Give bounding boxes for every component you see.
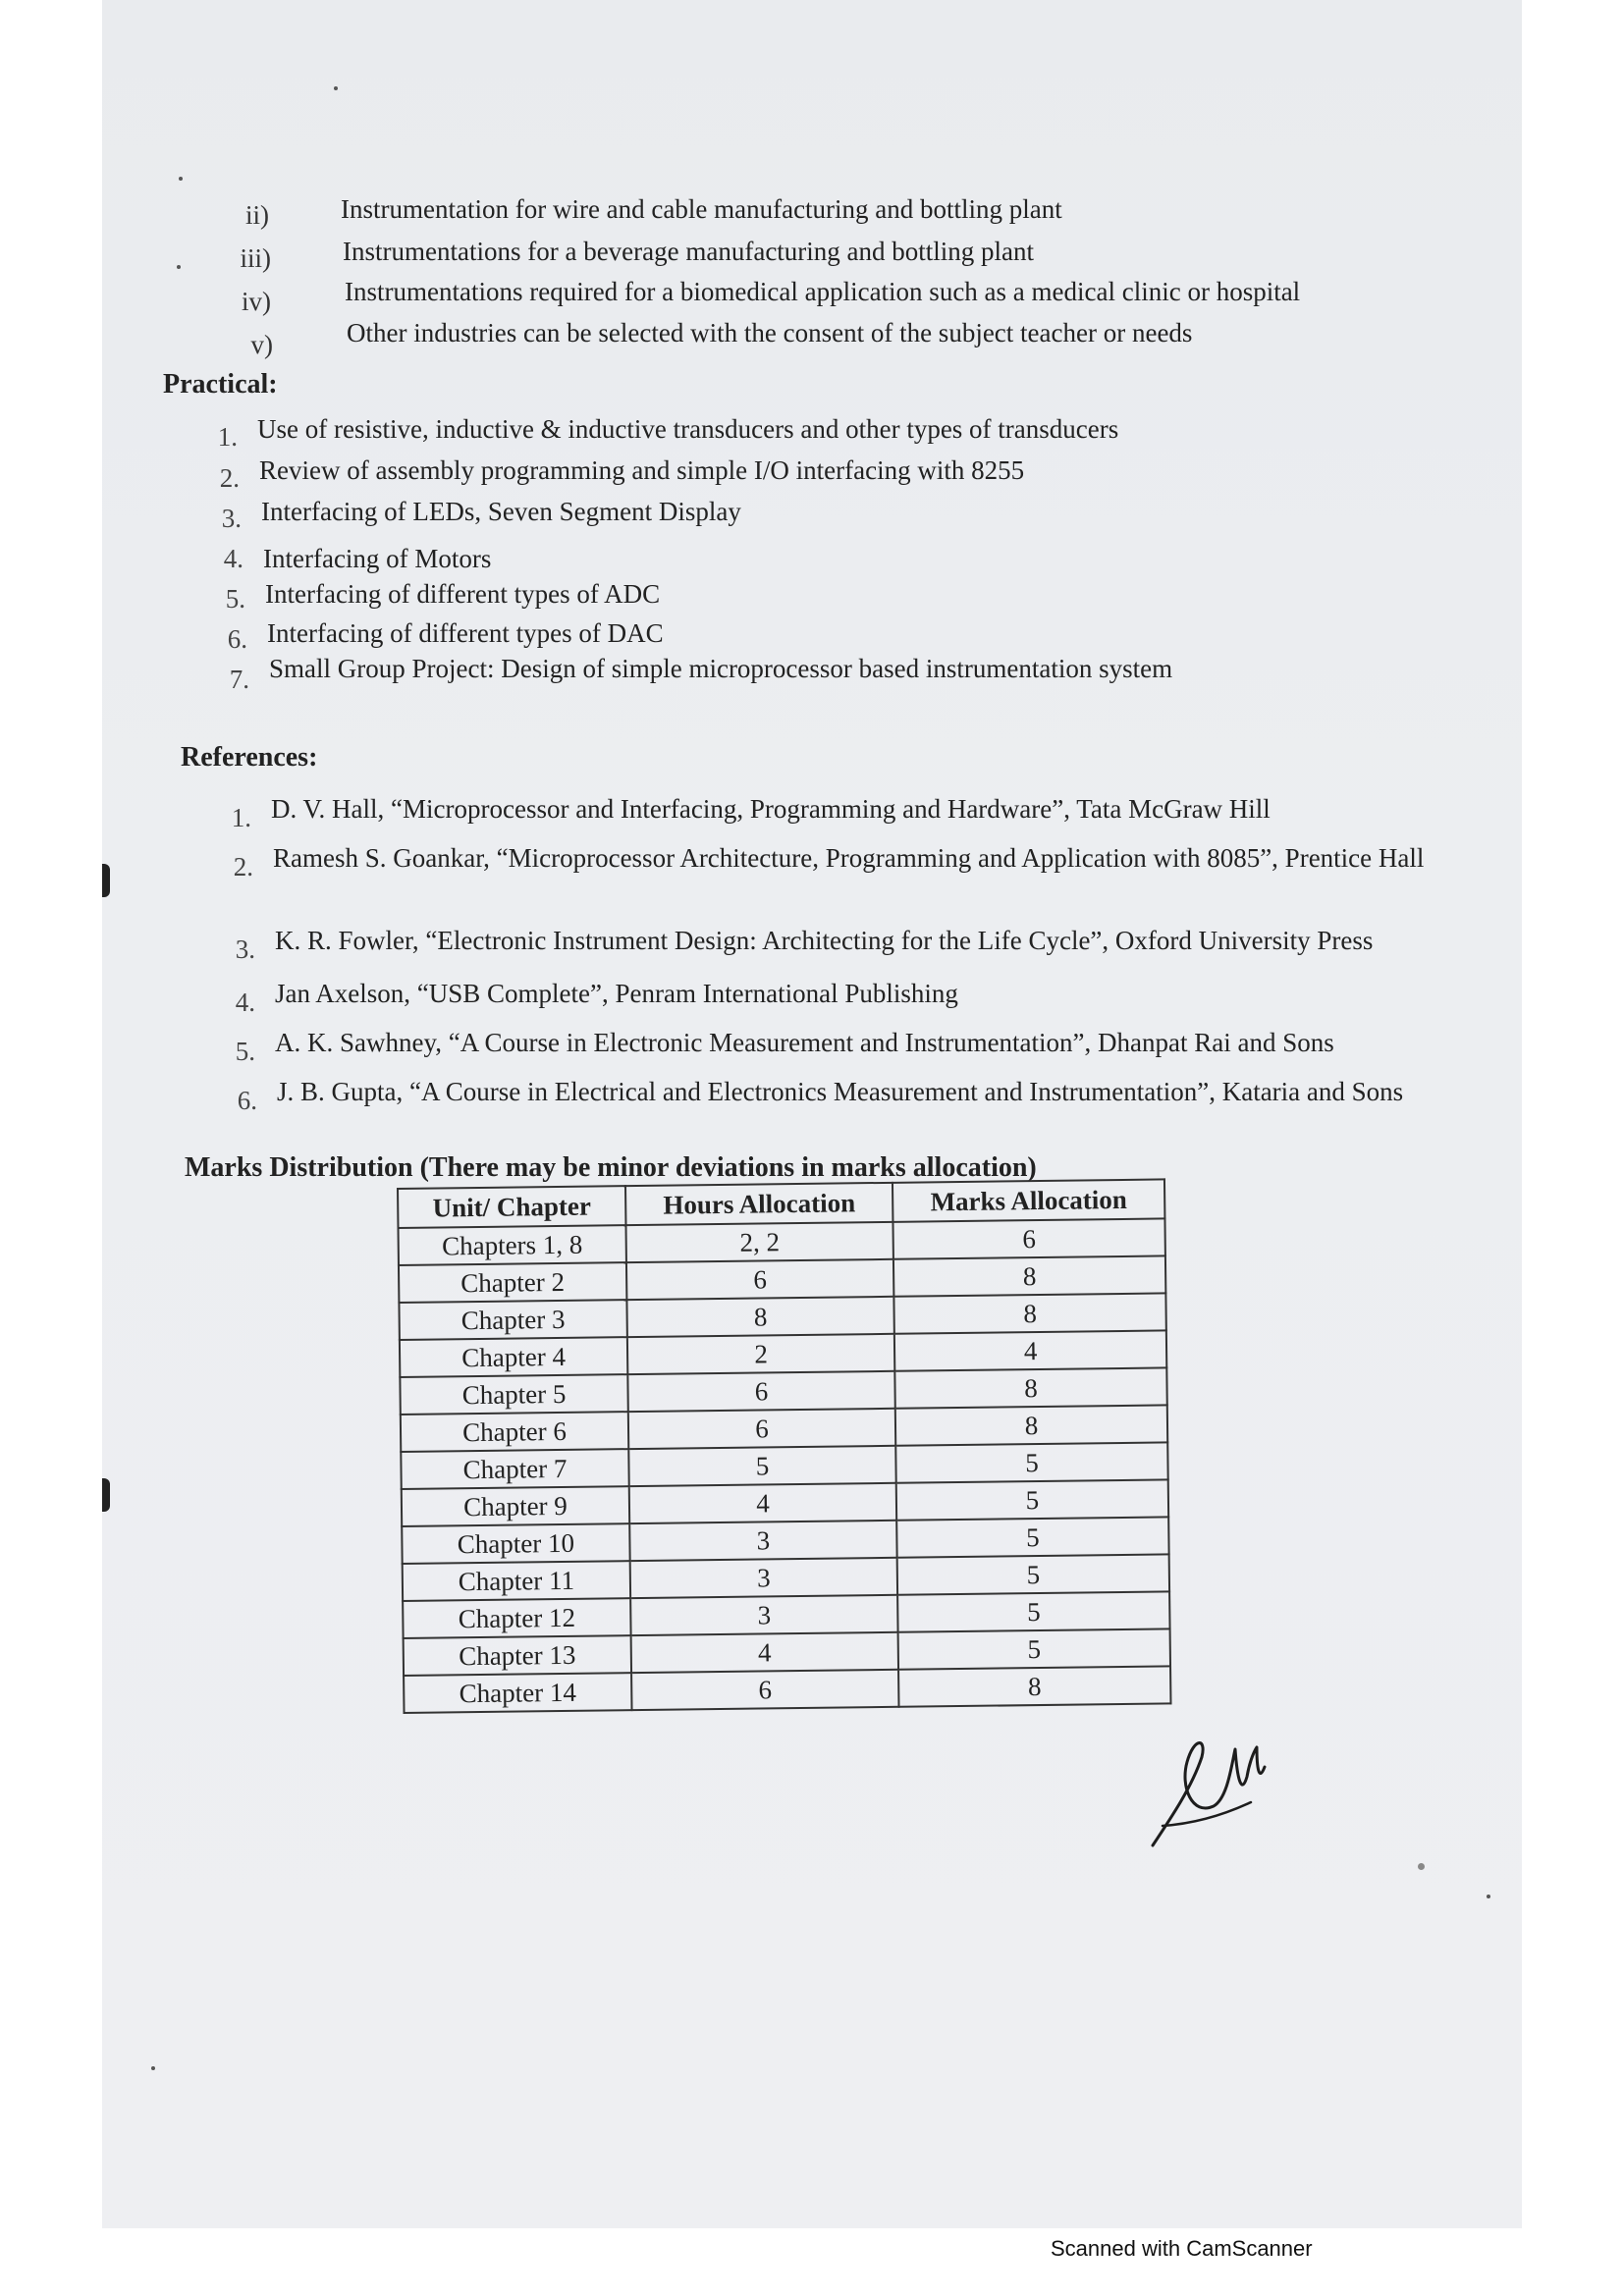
cell-hours: 3 [630, 1558, 897, 1598]
list-item-text: K. R. Fowler, “Electronic Instrument Design: Architecting for the Life Cycle”, Oxford University Press [275, 926, 1374, 955]
list-item-text: D. V. Hall, “Microprocessor and Interfacing, Programming and Hardware”, Tata McGraw Hill [271, 794, 1271, 824]
cell-hours: 2, 2 [625, 1222, 893, 1262]
cell-unit: Chapter 6 [401, 1412, 628, 1452]
cell-unit: Chapter 13 [404, 1635, 631, 1676]
cell-marks: 8 [894, 1367, 1166, 1408]
list-item-number: 2. [219, 463, 240, 493]
cell-unit: Chapter 3 [399, 1300, 626, 1340]
references-heading: References: [181, 742, 318, 773]
list-item-text: Small Group Project: Design of simple microprocessor based instrumentation system [269, 654, 1173, 683]
table-row [404, 1666, 1170, 1713]
list-item-text: Use of resistive, inductive & inductive transducers and other types of transducers [257, 414, 1119, 444]
list-item-marker: ii) [245, 200, 269, 230]
scan-edge-mark [102, 864, 110, 897]
cell-marks: 8 [893, 1293, 1165, 1333]
scan-speck [151, 2066, 155, 2070]
cell-marks: 6 [893, 1218, 1164, 1258]
scan-speck [179, 177, 183, 181]
scan-speck [1418, 1863, 1425, 1870]
list-item-text: Ramesh S. Goankar, “Microprocessor Architecture, Programming and Application with 8085”, Prentice Hall [273, 843, 1425, 873]
list-item-marker: iv) [242, 287, 271, 316]
list-item-number: 1. [217, 422, 238, 452]
marks-distribution-heading: Marks Distribution (There may be minor deviations in marks allocation) [185, 1152, 1037, 1183]
cell-hours: 5 [628, 1446, 895, 1486]
list-item-marker: v) [250, 330, 273, 359]
cell-hours: 6 [626, 1259, 893, 1300]
cell-marks: 5 [895, 1442, 1167, 1482]
cell-marks: 5 [897, 1554, 1169, 1594]
cell-unit: Chapter 4 [400, 1337, 627, 1377]
list-item-number: 7. [229, 665, 249, 694]
cell-unit: Chapter 11 [403, 1561, 630, 1601]
scan-speck [177, 265, 181, 269]
cell-unit: Chapters 1, 8 [399, 1225, 626, 1265]
cell-marks: 8 [893, 1255, 1165, 1296]
cell-unit: Chapter 10 [402, 1523, 629, 1564]
scan-speck [1487, 1895, 1490, 1898]
cell-hours: 8 [626, 1297, 893, 1337]
list-item-text: A. K. Sawhney, “A Course in Electronic Measurement and Instrumentation”, Dhanpat Rai and Sons [275, 1028, 1334, 1057]
scan-speck [334, 86, 338, 90]
cell-hours: 6 [628, 1409, 895, 1449]
cell-marks: 5 [898, 1629, 1170, 1669]
column-header-hours: Hours Allocation [625, 1183, 893, 1225]
cell-marks: 5 [896, 1517, 1168, 1557]
list-item-number: 4. [223, 544, 243, 573]
marks-distribution-table [397, 1178, 1171, 1714]
cell-unit: Chapter 9 [402, 1486, 629, 1526]
list-item-number: 5. [235, 1037, 255, 1066]
cell-hours: 4 [629, 1483, 896, 1523]
cell-marks: 8 [898, 1666, 1170, 1706]
scanner-watermark: Scanned with CamScanner [1051, 2236, 1313, 2261]
scan-edge-mark [102, 1478, 110, 1512]
list-item-number: 2. [233, 852, 253, 881]
cell-hours: 6 [631, 1670, 898, 1710]
list-item-number: 5. [225, 584, 245, 614]
list-item-text: Interfacing of different types of DAC [267, 618, 664, 648]
cell-unit: Chapter 7 [401, 1449, 628, 1489]
cell-hours: 4 [631, 1632, 898, 1673]
list-item-text: Review of assembly programming and simple I/O interfacing with 8255 [259, 455, 1025, 485]
list-item-text: Jan Axelson, “USB Complete”, Penram International Publishing [275, 979, 958, 1008]
cell-marks: 4 [894, 1330, 1166, 1370]
list-item-text: Instrumentations for a beverage manufacturing and bottling plant [343, 237, 1035, 266]
cell-hours: 3 [630, 1595, 897, 1635]
list-item-number: 4. [235, 988, 255, 1017]
list-item-marker: iii) [240, 243, 271, 273]
list-item-text: Interfacing of different types of ADC [265, 579, 661, 609]
cell-marks: 5 [897, 1591, 1169, 1631]
list-item-text: Interfacing of LEDs, Seven Segment Display [261, 497, 741, 526]
cell-unit: Chapter 5 [400, 1374, 627, 1415]
list-item-number: 3. [221, 504, 242, 533]
cell-marks: 5 [896, 1479, 1168, 1520]
practical-heading: Practical: [163, 369, 278, 400]
list-item-text: Interfacing of Motors [263, 544, 492, 573]
cell-hours: 3 [629, 1521, 896, 1561]
list-item-number: 1. [231, 803, 251, 832]
cell-unit: Chapter 12 [403, 1598, 630, 1638]
list-item-text: Instrumentations required for a biomedical application such as a medical clinic or hospital [345, 277, 1301, 306]
cell-marks: 8 [895, 1405, 1167, 1445]
list-item-text: Other industries can be selected with the consent of the subject teacher or needs [347, 318, 1193, 347]
list-item-text: J. B. Gupta, “A Course in Electrical and Electronics Measurement and Instrumentation”, Kataria and Sons [277, 1077, 1404, 1106]
list-item-number: 3. [235, 934, 255, 964]
list-item-number: 6. [227, 624, 247, 654]
cell-unit: Chapter 2 [399, 1262, 626, 1303]
cell-hours: 2 [627, 1334, 894, 1374]
column-header-unit: Unit/ Chapter [398, 1186, 625, 1228]
column-header-marks: Marks Allocation [893, 1179, 1164, 1221]
cell-unit: Chapter 14 [404, 1673, 631, 1713]
scanned-page [102, 0, 1522, 2228]
cell-hours: 6 [627, 1371, 894, 1412]
handwritten-signature [1133, 1708, 1280, 1855]
list-item-text: Instrumentation for wire and cable manufacturing and bottling plant [341, 194, 1062, 224]
list-item-number: 6. [237, 1086, 257, 1115]
